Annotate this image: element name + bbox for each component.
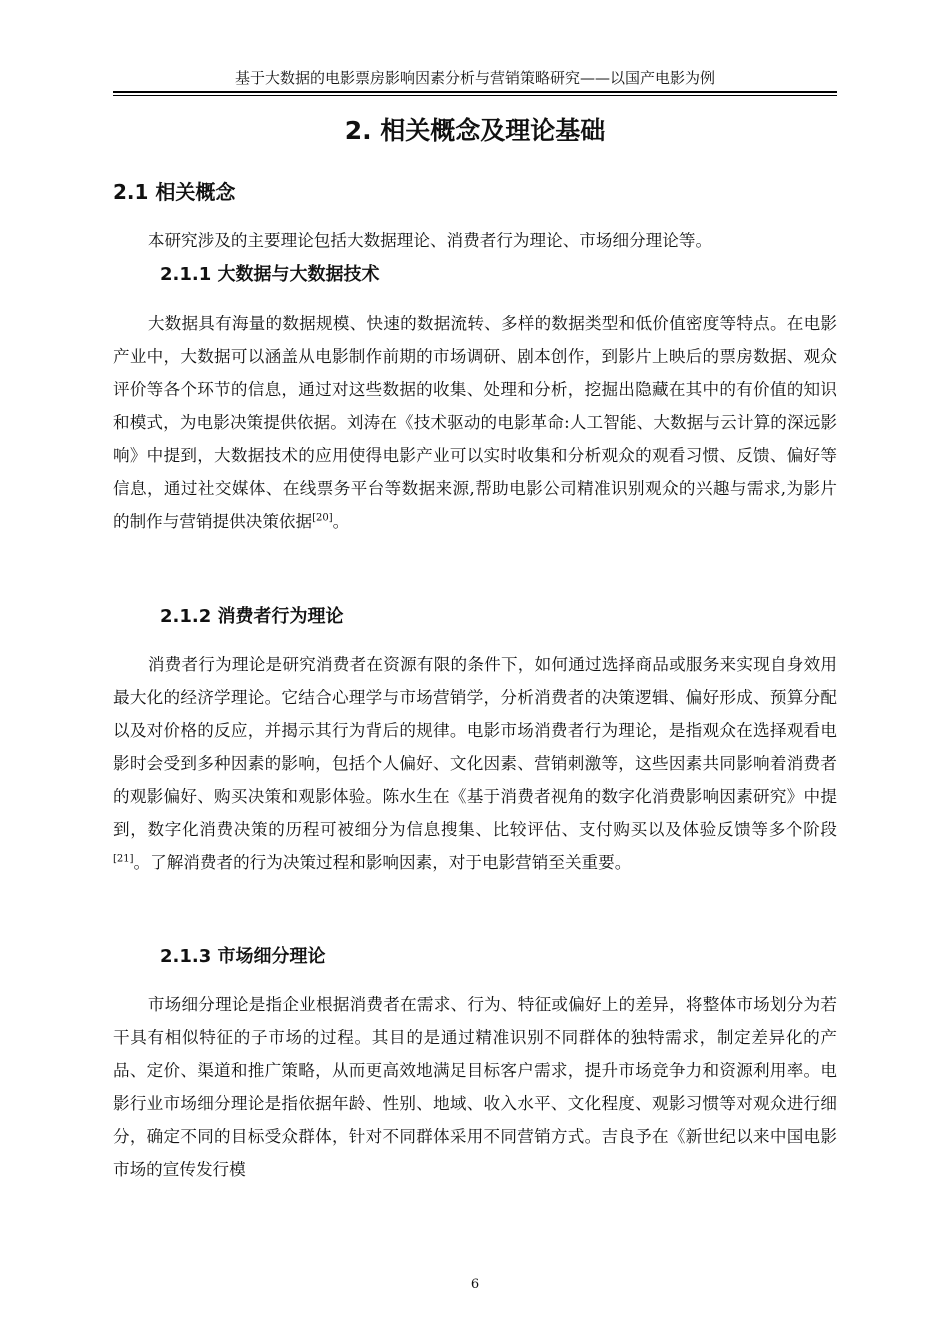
paragraph-consumer-behavior bbox=[113, 648, 837, 879]
paragraph-tail: 。了解消费者的行为决策过程和影响因素，对于电影营销至关重要。 bbox=[133, 853, 632, 872]
paragraph-tail: 。 bbox=[332, 512, 350, 531]
chapter-title: 2. 相关概念及理论基础 bbox=[344, 116, 606, 145]
section-heading-2-1: 2.1 相关概念 bbox=[113, 180, 236, 204]
subsection-heading-2-1-3: 2.1.3 市场细分理论 bbox=[160, 946, 326, 967]
citation-ref: [21] bbox=[113, 853, 134, 865]
page-number: 6 bbox=[470, 1277, 480, 1292]
header-rule bbox=[113, 91, 837, 93]
section-2-1-intro: 本研究涉及的主要理论包括大数据理论、消费者行为理论、市场细分理论等。 bbox=[147, 231, 713, 250]
citation-ref: [20] bbox=[312, 512, 333, 524]
paragraph-market-segmentation: 市场细分理论是指企业根据消费者在需求、行为、特征或偏好上的差异，将整体市场划分为若干具有相似特征的子市场的过程。其目的是通过精准识别不同群体的独特需求，制定差异化的产品、定价、渠道和推广策略，从而更高效地满足目标客户需求，提升市场竞争力和资源利用率。电影行业市场细分理论是指依据年龄、性别、地域、收入水平、文化程度、观影习惯等对观众进行细分，确定不同的目标受众群体，针对不同群体采用不同营销方式。吉良予在《新世纪以来中国电影市场的宣传发行模 bbox=[113, 995, 837, 1179]
running-header: 基于大数据的电影票房影响因素分析与营销策略研究——以国产电影为例 bbox=[234, 69, 715, 87]
paragraph-text: 消费者行为理论是研究消费者在资源有限的条件下，如何通过选择商品或服务来实现自身效用最大化的经济学理论。它结合心理学与市场营销学，分析消费者的决策逻辑、偏好形成、预算分配以及对价格的反应，并揭示其行为背后的规律。电影市场消费者行为理论，是指观众在选择观看电影时会受到多种因素的影响，包括个人偏好、文化因素、营销刺激等，这些因素共同影响着消费者的观影偏好、购买决策和观影体验。陈水生在《基于消费者视角的数字化消费影响因素研究》中提到，数字化消费决策的历程可被细分为信息搜集、比较评估、支付购买以及体验反馈等多个阶段 bbox=[113, 655, 837, 839]
subsection-heading-2-1-1: 2.1.1 大数据与大数据技术 bbox=[160, 264, 380, 285]
header-rule-thin bbox=[113, 95, 837, 96]
paragraph-big-data bbox=[113, 307, 837, 538]
paragraph-text: 大数据具有海量的数据规模、快速的数据流转、多样的数据类型和低价值密度等特点。在电影产业中，大数据可以涵盖从电影制作前期的市场调研、剧本创作，到影片上映后的票房数据、观众评价等各个环节的信息，通过对这些数据的收集、处理和分析，挖掘出隐藏在其中的有价值的知识和模式，为电影决策提供依据。刘涛在《技术驱动的电影革命:人工智能、大数据与云计算的深远影响》中提到，大数据技术的应用使得电影产业可以实时收集和分析观众的观看习惯、反馈、偏好等信息，通过社交媒体、在线票务平台等数据来源,帮助电影公司精准识别观众的兴趣与需求,为影片的制作与营销提供决策依据 bbox=[113, 314, 837, 531]
subsection-heading-2-1-2: 2.1.2 消费者行为理论 bbox=[160, 606, 344, 627]
